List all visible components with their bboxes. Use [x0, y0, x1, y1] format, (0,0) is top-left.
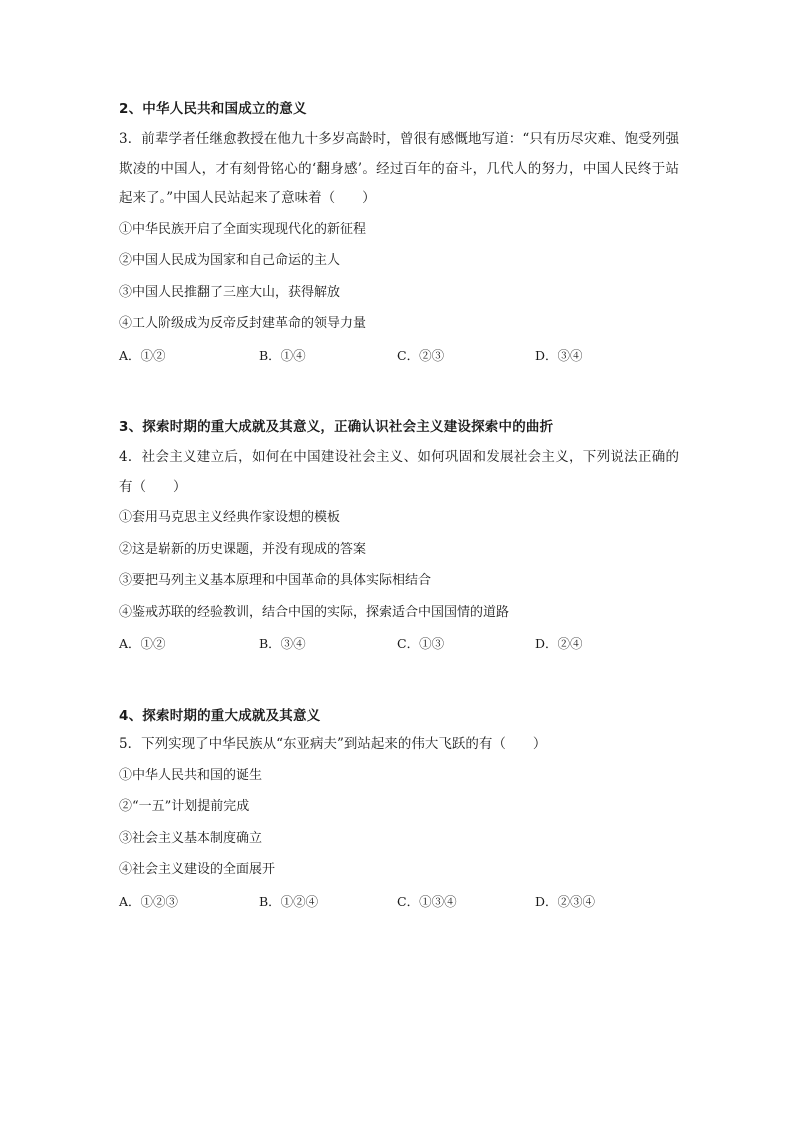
section-heading: 2、中华人民共和国成立的意义 [119, 101, 307, 117]
statement-item: ②中国人民成为国家和自己命运的主人 [119, 253, 341, 268]
choice-a[interactable]: A．①② [119, 636, 166, 651]
statement-item: ④社会主义建设的全面展开 [119, 862, 276, 877]
choice-c[interactable]: C．②③ [397, 347, 445, 363]
section-heading: 3、探索时期的重大成就及其意义，正确认识社会主义建设探索中的曲折 [119, 419, 554, 435]
answer-choices [119, 886, 679, 918]
statement-item: ③中国人民推翻了三座大山，获得解放 [119, 284, 341, 300]
choice-a[interactable]: A．①② [119, 347, 166, 363]
choice-b[interactable]: B．①②④ [259, 893, 319, 909]
statement-item: ④工人阶级成为反帝反封建革命的领导力量 [119, 316, 367, 331]
question-stem: 5．下列实现了中华民族从“东亚病夫”到站起来的伟大飞跃的有（ ） [119, 736, 547, 752]
question-stem: 3．前辈学者任继愈教授在他九十多岁高龄时，曾很有感慨地写道：“只有历尽灾难、饱受列强欺凌的中国人，才有刻骨铭心的‘翻身感’。经过百年的奋斗，几代人的努力，中国人民终于站起来了。”中国人民站起来了意味着（ ） [119, 131, 679, 206]
section-exploration-twists [119, 417, 679, 660]
choice-c[interactable]: C．①③ [397, 636, 445, 651]
choice-a[interactable]: A．①②③ [119, 893, 179, 909]
statement-item: ②“一五”计划提前完成 [119, 799, 250, 814]
statement-item: ①中华民族开启了全面实现现代化的新征程 [119, 221, 367, 237]
statement-item: ①中华人民共和国的诞生 [119, 767, 263, 783]
choice-b[interactable]: B．③④ [259, 636, 306, 651]
choice-d[interactable]: D．②④ [535, 636, 583, 651]
section-heading: 4、探索时期的重大成就及其意义 [119, 708, 321, 724]
statement-item: ①套用马克思主义经典作家设想的模板 [119, 510, 341, 525]
statement-item: ③社会主义基本制度确立 [119, 830, 263, 846]
choice-d[interactable]: D．②③④ [535, 893, 596, 909]
choice-d[interactable]: D．③④ [535, 347, 583, 363]
section-exploration-achievements [119, 706, 679, 917]
choice-b[interactable]: B．①④ [259, 347, 306, 363]
section-founding-significance [119, 99, 679, 371]
answer-choices [119, 340, 679, 372]
statement-item: ②这是崭新的历史课题，并没有现成的答案 [119, 541, 367, 557]
answer-choices [119, 628, 679, 660]
question-stem: 4．社会主义建立后，如何在中国建设社会主义、如何巩固和发展社会主义，下列说法正确的有（ ） [119, 449, 679, 495]
choice-c[interactable]: C．①③④ [397, 893, 457, 909]
statement-item: ④鉴戒苏联的经验教训，结合中国的实际，探索适合中国国情的道路 [119, 604, 510, 620]
statement-item: ③要把马列主义基本原理和中国革命的具体实际相结合 [119, 573, 432, 588]
